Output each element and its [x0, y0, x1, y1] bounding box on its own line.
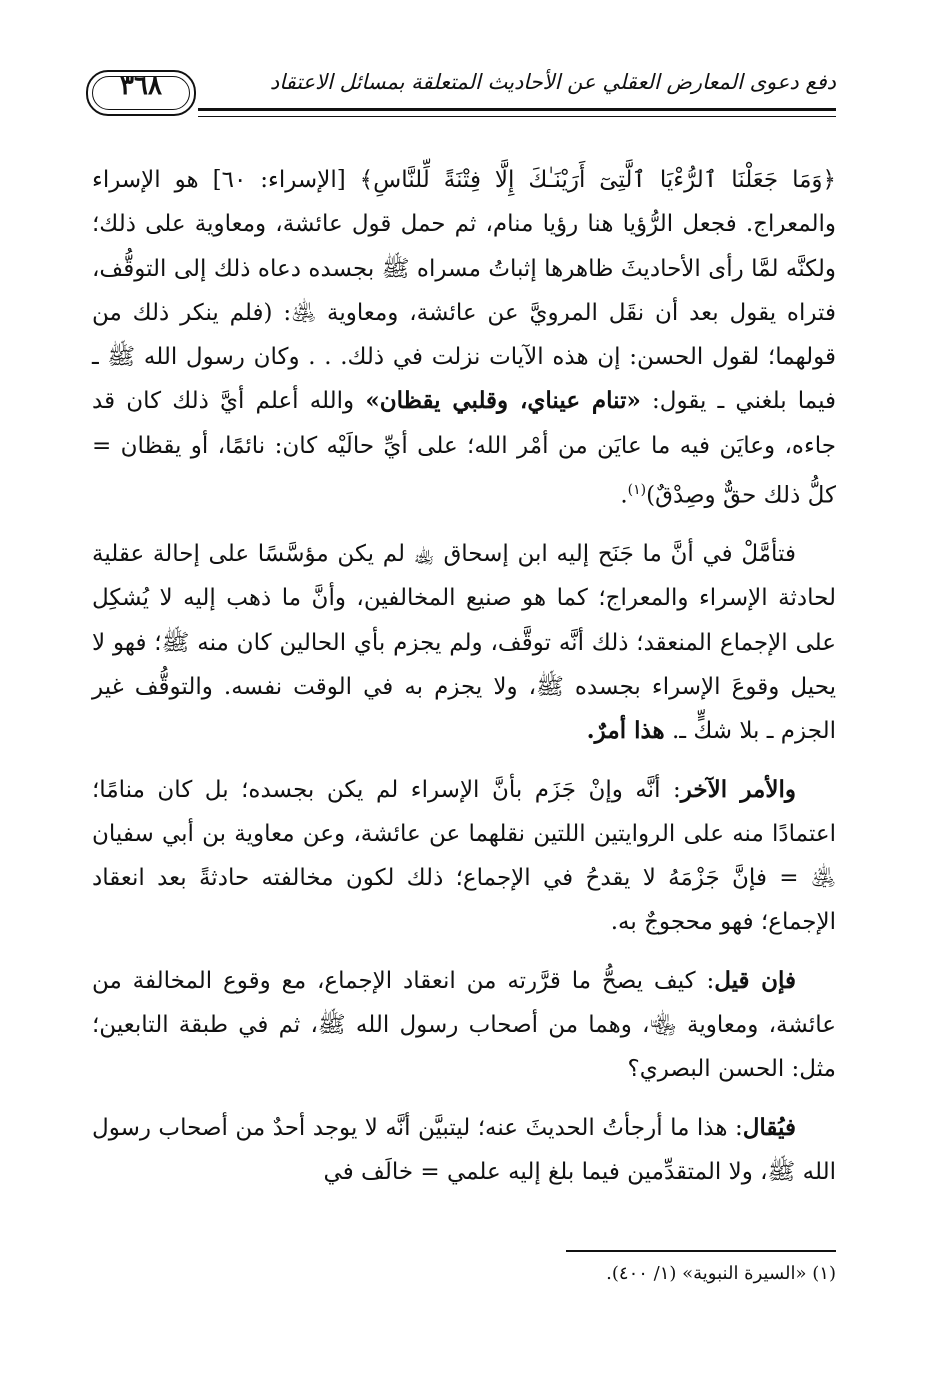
text-segment: ﴿وَمَا جَعَلْنَا ٱلرُّءْيَا ٱلَّتِىٓ أَرَيْنَـٰكَ إِلَّا فِتْنَةً لِّلنَّاسِ﴾ [الإسراء: ٦٠] هو الإسراء والمعراج. فجعل الرُّؤيا هنا رؤيا منام، ثم حمل قول عائشة، ومعاوية على ذلك؛ ولكنَّه لمَّا رأى الأحاديثَ ظاهرها إثباتُ مسراه ﷺ بجسده دعاه ذلك إلى التوقُّف، فتراه يقول بعد أن نقَل المرويَّ عن عائشة، ومعاوية ﵁: (فلم ينكر ذلك من قولهما؛ لقول الحسن: إن هذه الآيات نزلت في ذلك. . . وكان رسول الله ﷺ ـ فيما بلغني ـ يقول:	[92, 167, 837, 415]
text-segment: .	[620, 482, 628, 509]
text-segment: والله أعلم أيَّ ذلك كان قد جاءه، وعايَن فيه ما عايَن من أمْر الله؛ على أيِّ حالَيْه كان: نائمًا، أو يقظان = كلُّ ذلك حقٌّ وصِدْقٌ)	[92, 388, 836, 509]
bold-phrase: هذا أمرٌ.	[586, 717, 665, 745]
paragraph-2	[92, 532, 836, 753]
paragraph-lead: فيُقال	[742, 1113, 796, 1141]
text-segment: فتأمَّلْ في أنَّ ما جَنَح إليه ابن إسحاق ﵀ لم يكن مؤسَّسًا على إحالة عقلية لحادثة الإسراء والمعراج؛ كما هو صنيع المخالفين، وأنَّ ما ذهب إليه لا يُشكِل على الإجماع المنعقد؛ ذلك أنَّه توقَّف، ولم يجزم بأي الحالين كان منه ﷺ؛ فهو لا يحيل وقوعَ الإسراء بجسده ﷺ، ولا يجزم به في الوقت نفسه. والتوقُّف غير الجزم ـ بلا شكٍّ ـ.	[92, 541, 836, 745]
paragraph-4	[92, 959, 836, 1092]
text-segment: : كيف يصحُّ ما قرَّرته من انعقاد الإجماع، مع وقوع المخالفة من عائشة، ومعاوية ﵄، وهما من أصحاب رسول الله ﷺ، ثم في طبقة التابعين؛ مثل: الحسن البصري؟	[92, 967, 836, 1083]
header-rule	[198, 108, 836, 111]
paragraph-lead: والأمر الآخر	[680, 775, 796, 803]
paragraph-5	[92, 1106, 836, 1195]
running-title: دفع دعوى المعارض العقلي عن الأحاديث المتعلقة بمسائل الاعتقاد	[269, 70, 836, 94]
paragraph-3	[92, 768, 836, 945]
text-segment: : أنَّه وإنْ جَزَم بأنَّ الإسراء لم يكن بجسده؛ بل كان منامًا؛ اعتمادًا منه على الروايتين اللتين نقلهما عن عائشة، وعن معاوية بن أبي سفيان ﵁ = فإنَّ جَزْمَهُ لا يقدحُ في الإجماع؛ ذلك لكون مخالفته حادثةً بعد انعقاد الإجماع؛ فهو محجوجٌ به.	[92, 776, 836, 936]
text-segment: : هذا ما أرجأتُ الحديثَ عنه؛ ليتبيَّن أنَّه لا يوجد أحدٌ من أصحاب رسول الله ﷺ، ولا المتقدِّمين فيما بلغ إليه علمي = خالَف في	[92, 1114, 836, 1185]
paragraph-lead: فإن قيل	[714, 966, 796, 994]
footnote-separator	[566, 1250, 836, 1252]
page-number: ٣٦٨	[120, 71, 162, 101]
footnote-marker: (١)	[812, 1263, 836, 1284]
page-header	[86, 64, 836, 138]
footnote-text: «السيرة النبوية» (١/ ٤٠٠).	[606, 1263, 807, 1284]
footnote	[136, 1260, 836, 1288]
paragraph-1	[92, 158, 836, 518]
footnote-reference[interactable]: (١)	[627, 482, 647, 499]
header-rule-thin	[198, 116, 836, 117]
hadith-quote: «تنام عيناي، وقلبي يقظان»	[365, 387, 641, 415]
page-body	[92, 158, 836, 1194]
